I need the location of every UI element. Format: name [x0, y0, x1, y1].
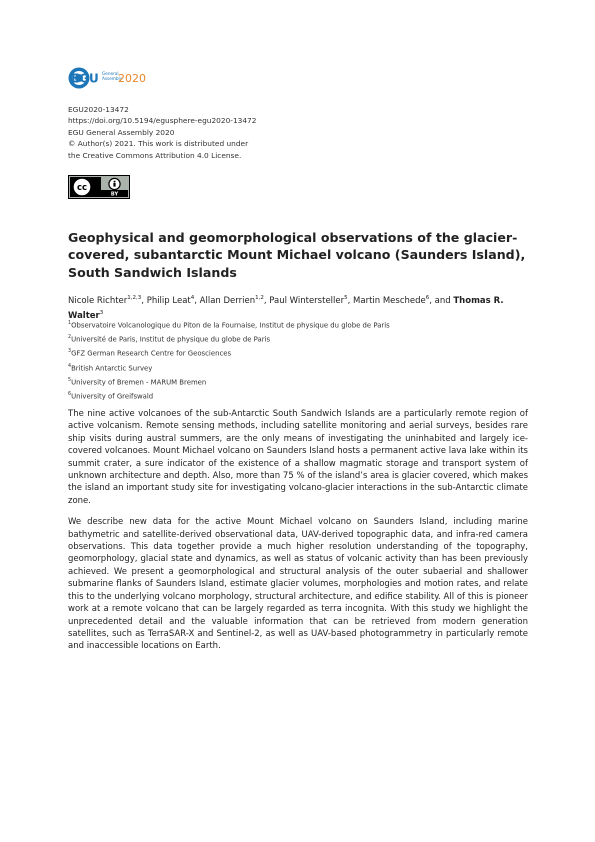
author: Paul Wintersteller$^5$,: [269, 295, 354, 306]
author: Nicole Richter$^{1,2,3}$,: [68, 295, 147, 306]
affiliation-item: $^5$University of Bremen - MARUM Bremen: [68, 377, 207, 387]
by-label: BY: [110, 191, 119, 198]
affiliation-item: $^6$University of Greifswald: [68, 392, 154, 401]
copyright-line: © Author(s) 2021. This work is distributed under: [68, 139, 249, 149]
author: Martin Meschede$^6$, and: [353, 295, 454, 306]
affiliation-item: $^2$Université de Paris, Institut de physique du globe de Paris: [68, 335, 271, 344]
publication-meta: [68, 104, 256, 161]
paper-title: Geophysical and geomorphological observations of the glacier-covered, subantarctic Mount Michael volcano (Saunders Island), South Sandwich Islands: [68, 230, 526, 280]
corresponding-author: Thomas R. Walter$^3$: [68, 295, 504, 322]
author: Philip Leat$^4$,: [146, 295, 200, 306]
cc-icon: cc: [76, 183, 88, 194]
logo-egu-text: EGU: [71, 71, 99, 86]
abstract-paragraph: We describe new data for the active Mount Michael volcano on Saunders Island, including marine bathymetric and satellite-derived observational data, UAV-derived topographic data, and infra-red camera observations. This data together provide a much higher resolution understanding of the topography, geomorphology, glacial state and dynamics, as well as status of volcanic activity than has been previously achieved. We present a geomorphological and structural analysis of the outer subaerial and shallower submarine flanks of Saunders Island, estimate glacier volumes, morphologies and motion rates, and relate this to the underlying volcano morphology, structural architecture, and edifice stability. All of this is pioneer work at a remote volcano that can be largely regarded as terra incognita. With this study we highlight the unprecedented detail and the valuable information that can be retrieved from modern generation satellites, such as TerraSAR-X and Sentinel-2, as well as UAV-based photogrammetry in particularly remote and inaccessible locations on Earth.: [68, 517, 528, 652]
doi-link[interactable]: https://doi.org/10.5194/egusphere-egu2020-13472: [68, 116, 257, 126]
affiliation-list: [68, 318, 390, 403]
logo-assembly-text: Assembly: [102, 76, 123, 81]
egu-logo: [68, 66, 158, 90]
abstract-body: [68, 408, 528, 662]
author: Allan Derrien$^{1,2}$,: [199, 295, 270, 306]
cc-by-license-badge[interactable]: [68, 175, 130, 199]
logo-general-text: General: [102, 71, 119, 76]
abstract-id: EGU2020-13472: [68, 105, 129, 114]
affiliation-item: $^4$British Antarctic Survey: [68, 363, 153, 372]
logo-year-text: 2020: [118, 72, 146, 85]
affiliation-item: $^3$GFZ German Research Centre for Geosciences: [68, 349, 232, 358]
conference-name: EGU General Assembly 2020: [68, 127, 175, 137]
abstract-paragraph: The nine active volcanoes of the sub-Antarctic South Sandwich Islands are a particularly remote region of active volcanism. Remote sensing methods, including satellite monitoring and aerial surveys, besides rare ship visits during austral summers, are the only means of investigating the uninhabited and largely ice-covered volcanoes. Mount Michael volcano on Saunders Island hosts a permanent active lava lake within its summit crater, a sure indicator of the existence of a shallow magmatic storage and transport system of unknown architecture and depth. Also, more than 75 % of the island’s area is glacier covered, which makes the island an important study site for investigating volcano-glacier interactions in the sub-Antarctic climate zone.: [68, 409, 528, 506]
license-line: the Creative Commons Attribution 4.0 License.: [68, 150, 242, 160]
affiliation-item: $^1$Observatoire Volcanologique du Piton de la Fournaise, Institut de physique du globe de Paris: [68, 321, 390, 330]
